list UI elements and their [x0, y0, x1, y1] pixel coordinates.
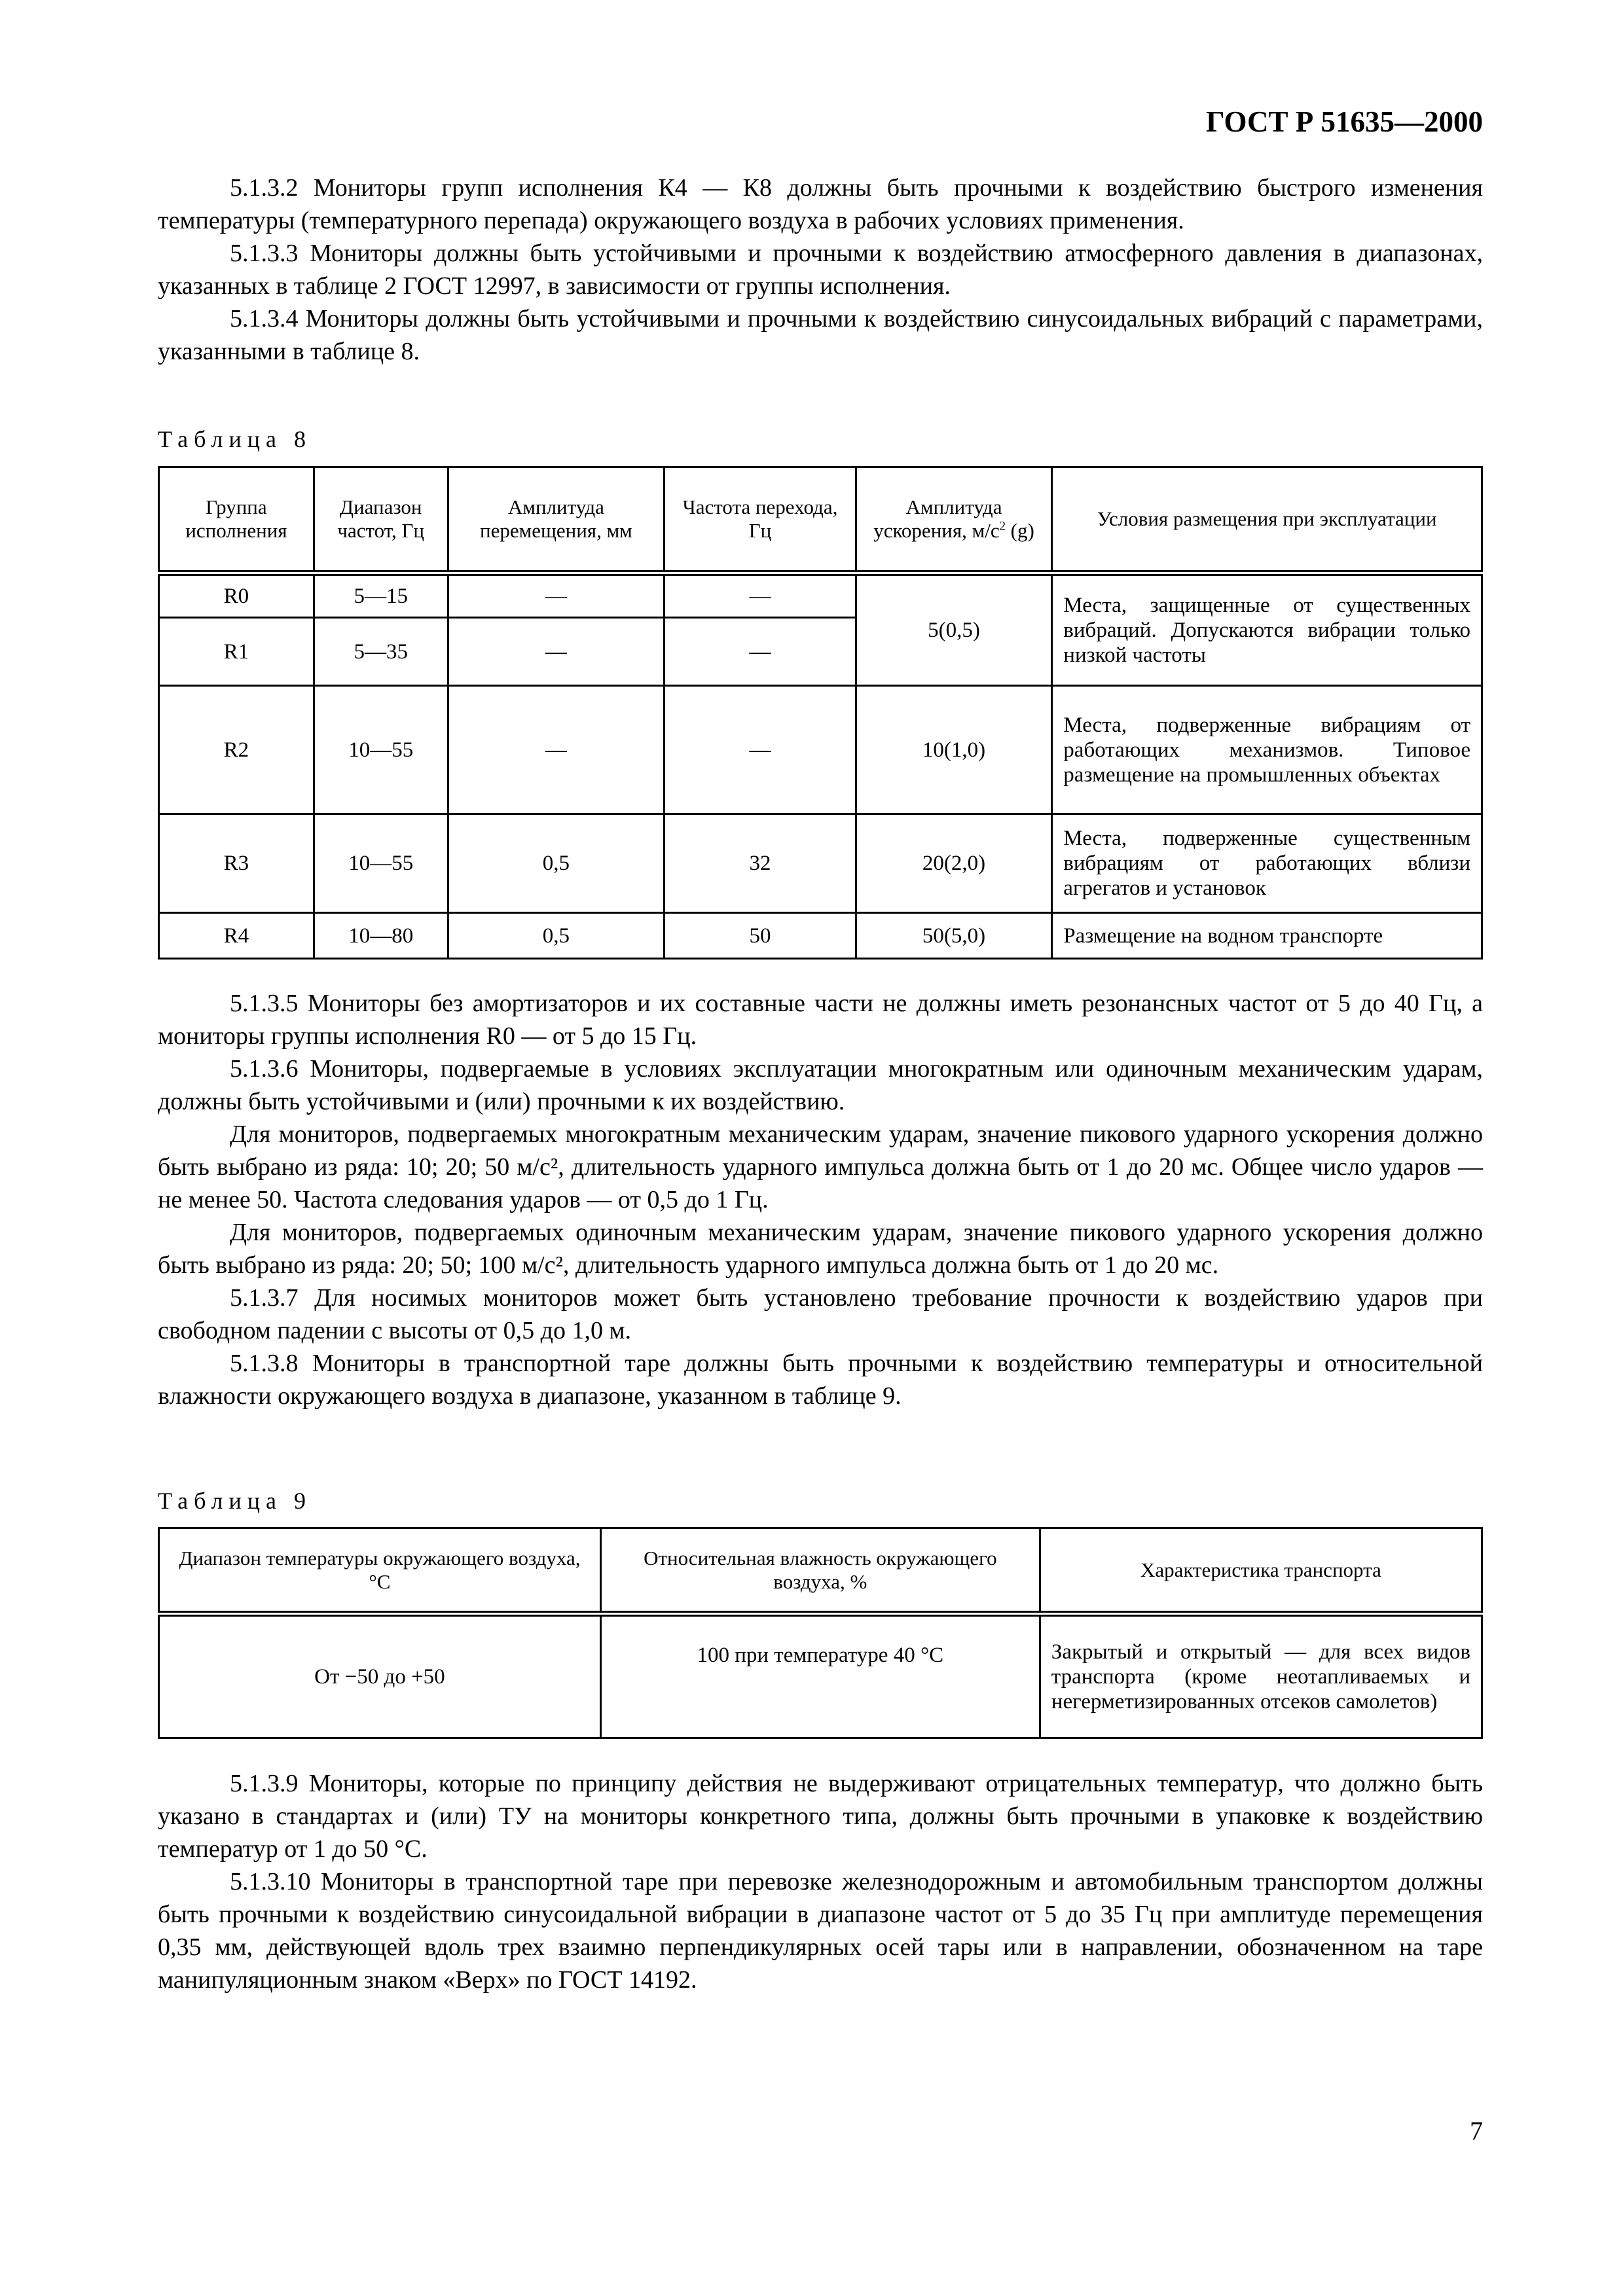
cell-freq: — [665, 618, 856, 686]
header-crossover: Частота перехода, Гц [665, 467, 856, 573]
cell-amp: 0,5 [448, 814, 665, 913]
table-8 [158, 466, 1483, 960]
paragraph-single-impacts: Для мониторов, подвергаемых одиночным механическим ударам, значение пикового ударного ускорения должно быть выбрано из ряда: 20; 50; 100 м/с², длительность ударного импульса должна быть от 1 до 20 мс. [158, 1219, 1483, 1279]
cell-temperature: От −50 до +50 [159, 1614, 601, 1738]
cell-group: R3 [159, 814, 314, 913]
paragraph-5-1-3-10: 5.1.3.10 Мониторы в транспортной таре при перевозке железнодорожным и автомобильным транспортом должны быть прочными к воздействию синусоидальной вибрации в диапазоне частот от 5 до 35 Гц при амплитуде перемещения 0,35 мм, действующей вдоль трех взаимно перпендикулярных осей тары или в направлении, обозначенном на таре манипуляционным знаком «Верх» по ГОСТ 14192. [158, 1868, 1483, 1994]
cell-range: 10—55 [314, 686, 448, 814]
cell-freq: — [665, 686, 856, 814]
header-temperature: Диапазон температуры окружающего воздуха, °С [159, 1528, 601, 1614]
table9-label: Таблица 9 [158, 1488, 312, 1514]
paragraph-5-1-3-8: 5.1.3.8 Мониторы в транспортной таре должны быть прочными к воздействию температуры и относительной влажности окружающего воздуха в диапазоне, указанном в таблице 9. [158, 1350, 1483, 1410]
table-row [159, 573, 1482, 618]
cell-transport: Закрытый и открытый — для всех видов транспорта (кроме неотапливаемых и негерметизированных отсеков самолетов) [1040, 1614, 1482, 1738]
cell-amp: — [448, 686, 665, 814]
cell-group: R2 [159, 686, 314, 814]
header-transport: Характеристика транспорта [1040, 1528, 1482, 1614]
cell-conditions: Места, подверженные существенным вибрациям от работающих вблизи агрегатов и установок [1052, 814, 1482, 913]
header-humidity: Относительная влажность окружающего воздуха, % [600, 1528, 1040, 1614]
cell-amp: — [448, 573, 665, 618]
cell-accel: 50(5,0) [856, 913, 1052, 959]
text-block-bottom [158, 1767, 1483, 1996]
cell-range: 10—55 [314, 814, 448, 913]
paragraph-5-1-3-3: 5.1.3.3 Мониторы должны быть устойчивыми и прочными к воздействию атмосферного давления в диапазонах, указанных в таблице 2 ГОСТ 12997, в зависимости от группы исполнения. [158, 240, 1483, 300]
cell-range: 5—15 [314, 573, 448, 618]
table-row [159, 913, 1482, 959]
cell-conditions: Размещение на водном транспорте [1052, 913, 1482, 959]
cell-range: 10—80 [314, 913, 448, 959]
header-conditions: Условия размещения при эксплуатации [1052, 467, 1482, 573]
cell-accel: 5(0,5) [856, 573, 1052, 686]
cell-group: R1 [159, 618, 314, 686]
paragraph-multiple-impacts: Для мониторов, подвергаемых многократным механическим ударам, значение пикового ударного ускорения должно быть выбрано из ряда: 10; 20; 50 м/с², длительность ударного импульса должна быть от 1 до 20 мс. Общее число ударов — не менее 50. Частота следования ударов — от 0,5 до 1 Гц. [158, 1121, 1483, 1213]
paragraph-5-1-3-5: 5.1.3.5 Мониторы без амортизаторов и их составные части не должны иметь резонансных частот от 5 до 40 Гц, а мониторы группы исполнения R0 — от 5 до 15 Гц. [158, 990, 1483, 1050]
paragraph-5-1-3-7: 5.1.3.7 Для носимых мониторов может быть установлено требование прочности к воздействию ударов при свободном падении с высоты от 0,5 до 1,0 м. [158, 1284, 1483, 1344]
cell-range: 5—35 [314, 618, 448, 686]
cell-freq: — [665, 573, 856, 618]
paragraph-5-1-3-4: 5.1.3.4 Мониторы должны быть устойчивыми и прочными к воздействию синусоидальных вибраций с параметрами, указанными в таблице 8. [158, 305, 1483, 365]
document-id: ГОСТ Р 51635—2000 [1205, 105, 1483, 138]
table-row [159, 1614, 1482, 1738]
table8-label: Таблица 8 [158, 426, 312, 452]
cell-group: R0 [159, 573, 314, 618]
cell-conditions: Места, подверженные вибрациям от работающих механизмов. Типовое размещение на промышленных объектах [1052, 686, 1482, 814]
header-range: Диапазон частот, Гц [314, 467, 448, 573]
table-row [159, 686, 1482, 814]
paragraph-5-1-3-6: 5.1.3.6 Мониторы, подвергаемые в условиях эксплуатации многократным или одиночным механическим ударам, должны быть устойчивыми и (или) прочными к их воздействию. [158, 1055, 1483, 1115]
cell-freq: 32 [665, 814, 856, 913]
cell-accel: 10(1,0) [856, 686, 1052, 814]
text-block-middle [158, 987, 1483, 1412]
cell-group: R4 [159, 913, 314, 959]
cell-amp: 0,5 [448, 913, 665, 959]
paragraph-5-1-3-9: 5.1.3.9 Мониторы, которые по принципу действия не выдерживают отрицательных температур, что должно быть указано в стандартах и (или) ТУ на мониторы конкретного типа, должны быть прочными в упаковке к воздействию температур от 1 до 50 °С. [158, 1770, 1483, 1863]
paragraph-5-1-3-2: 5.1.3.2 Мониторы групп исполнения К4 — К8 должны быть прочными к воздействию быстрого изменения температуры (температурного перепада) окружающего воздуха в рабочих условиях применения. [158, 174, 1483, 234]
text-block-top [158, 171, 1483, 368]
cell-amp: — [448, 618, 665, 686]
cell-freq: 50 [665, 913, 856, 959]
table-9 [158, 1527, 1483, 1739]
header-amplitude: Амплитуда перемещения, мм [448, 467, 665, 573]
header-group: Группа исполнения [159, 467, 314, 573]
cell-accel: 20(2,0) [856, 814, 1052, 913]
page-number: 7 [1470, 2116, 1483, 2145]
table-row [159, 814, 1482, 913]
header-acceleration: Амплитуда ускорения, $м/с^2$ (g) [856, 467, 1052, 573]
cell-humidity: 100 при температуре 40 °С [600, 1614, 1040, 1738]
cell-conditions: Места, защищенные от существенных вибраций. Допускаются вибрации только низкой частоты [1052, 573, 1482, 686]
